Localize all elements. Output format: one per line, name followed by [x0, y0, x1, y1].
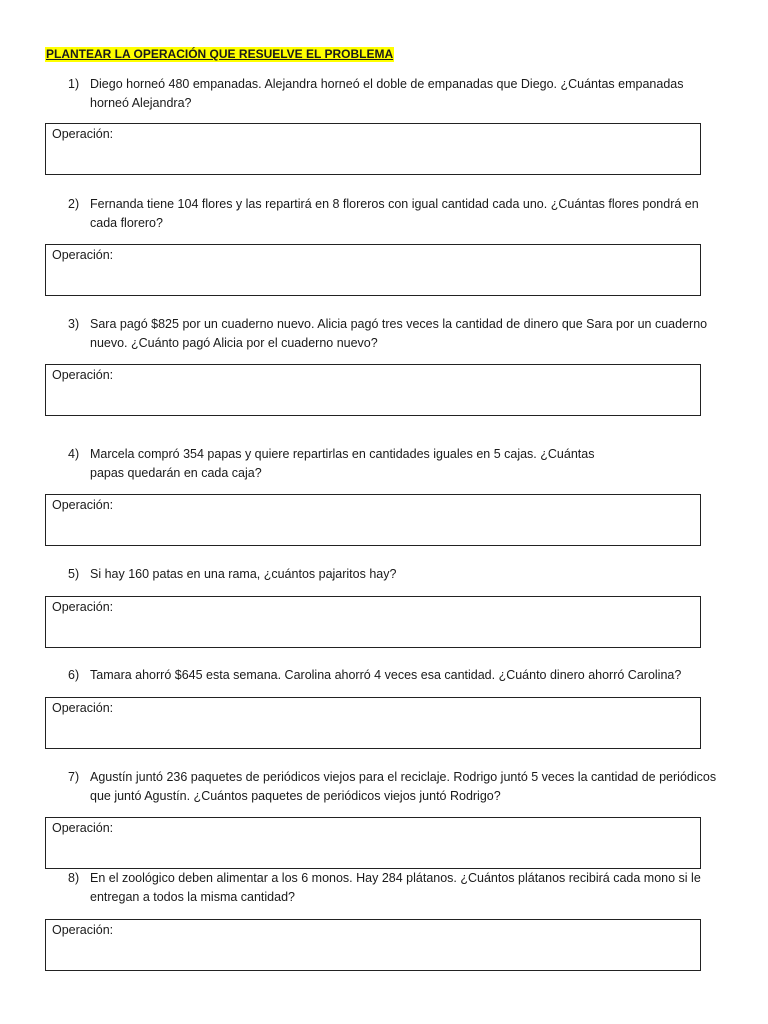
question-number: 8): [68, 871, 80, 885]
question-text: Agustín juntó 236 paquetes de periódicos viejos para el reciclaje. Rodrigo juntó 5 veces la cantidad de periódicos que juntó Agustín. ¿Cuántos paquetes de periódicos viejos juntó Rodrigo?: [90, 770, 717, 803]
question-7: [68, 768, 728, 806]
answer-box-2[interactable]: [45, 244, 701, 296]
question-4: [68, 445, 728, 483]
question-number: 2): [68, 197, 80, 211]
question-1: [68, 75, 728, 113]
answer-box-7[interactable]: [45, 817, 701, 869]
answer-box-5[interactable]: [45, 596, 701, 648]
question-text: Diego horneó 480 empanadas. Alejandra horneó el doble de empanadas que Diego. ¿Cuántas empanadas horneó Alejandra?: [90, 77, 684, 110]
answer-box-1[interactable]: [45, 123, 701, 175]
question-text: Fernanda tiene 104 flores y las repartirá en 8 floreros con igual cantidad cada uno. ¿Cuántas flores pondrá en cada florero?: [90, 197, 699, 230]
answer-label: Operación:: [52, 821, 114, 835]
answer-label: Operación:: [52, 498, 114, 512]
question-text: Si hay 160 patas en una rama, ¿cuántos pajaritos hay?: [90, 567, 397, 581]
answer-box-4[interactable]: [45, 494, 701, 546]
question-text: Tamara ahorró $645 esta semana. Carolina ahorró 4 veces esa cantidad. ¿Cuánto dinero ahorró Carolina?: [90, 668, 682, 682]
answer-box-3[interactable]: [45, 364, 701, 416]
question-8: [68, 869, 728, 907]
question-number: 1): [68, 77, 80, 91]
question-text: En el zoológico deben alimentar a los 6 monos. Hay 284 plátanos. ¿Cuántos plátanos recibirá cada mono si le entregan a todos la misma cantidad?: [90, 871, 701, 904]
question-5: [68, 565, 728, 584]
question-number: 6): [68, 668, 80, 682]
question-number: 3): [68, 317, 80, 331]
answer-label: Operación:: [52, 701, 114, 715]
worksheet-title: PLANTEAR LA OPERACIÓN QUE RESUELVE EL PROBLEMA: [46, 47, 394, 61]
question-2: [68, 195, 728, 233]
answer-label: Operación:: [52, 923, 114, 937]
question-number: 4): [68, 447, 80, 461]
answer-label: Operación:: [52, 127, 114, 141]
question-text: Marcela compró 354 papas y quiere repartirlas en cantidades iguales en 5 cajas. ¿Cuántas papas quedarán en cada caja?: [90, 447, 595, 480]
answer-label: Operación:: [52, 248, 114, 262]
answer-box-6[interactable]: [45, 697, 701, 749]
question-number: 7): [68, 770, 80, 784]
answer-box-8[interactable]: [45, 919, 701, 971]
answer-label: Operación:: [52, 368, 114, 382]
question-3: [68, 315, 728, 353]
question-6: [68, 666, 728, 685]
answer-label: Operación:: [52, 600, 114, 614]
question-number: 5): [68, 567, 80, 581]
question-text: Sara pagó $825 por un cuaderno nuevo. Alicia pagó tres veces la cantidad de dinero que Sara por un cuaderno nuevo. ¿Cuánto pagó Alicia por el cuaderno nuevo?: [90, 317, 708, 350]
